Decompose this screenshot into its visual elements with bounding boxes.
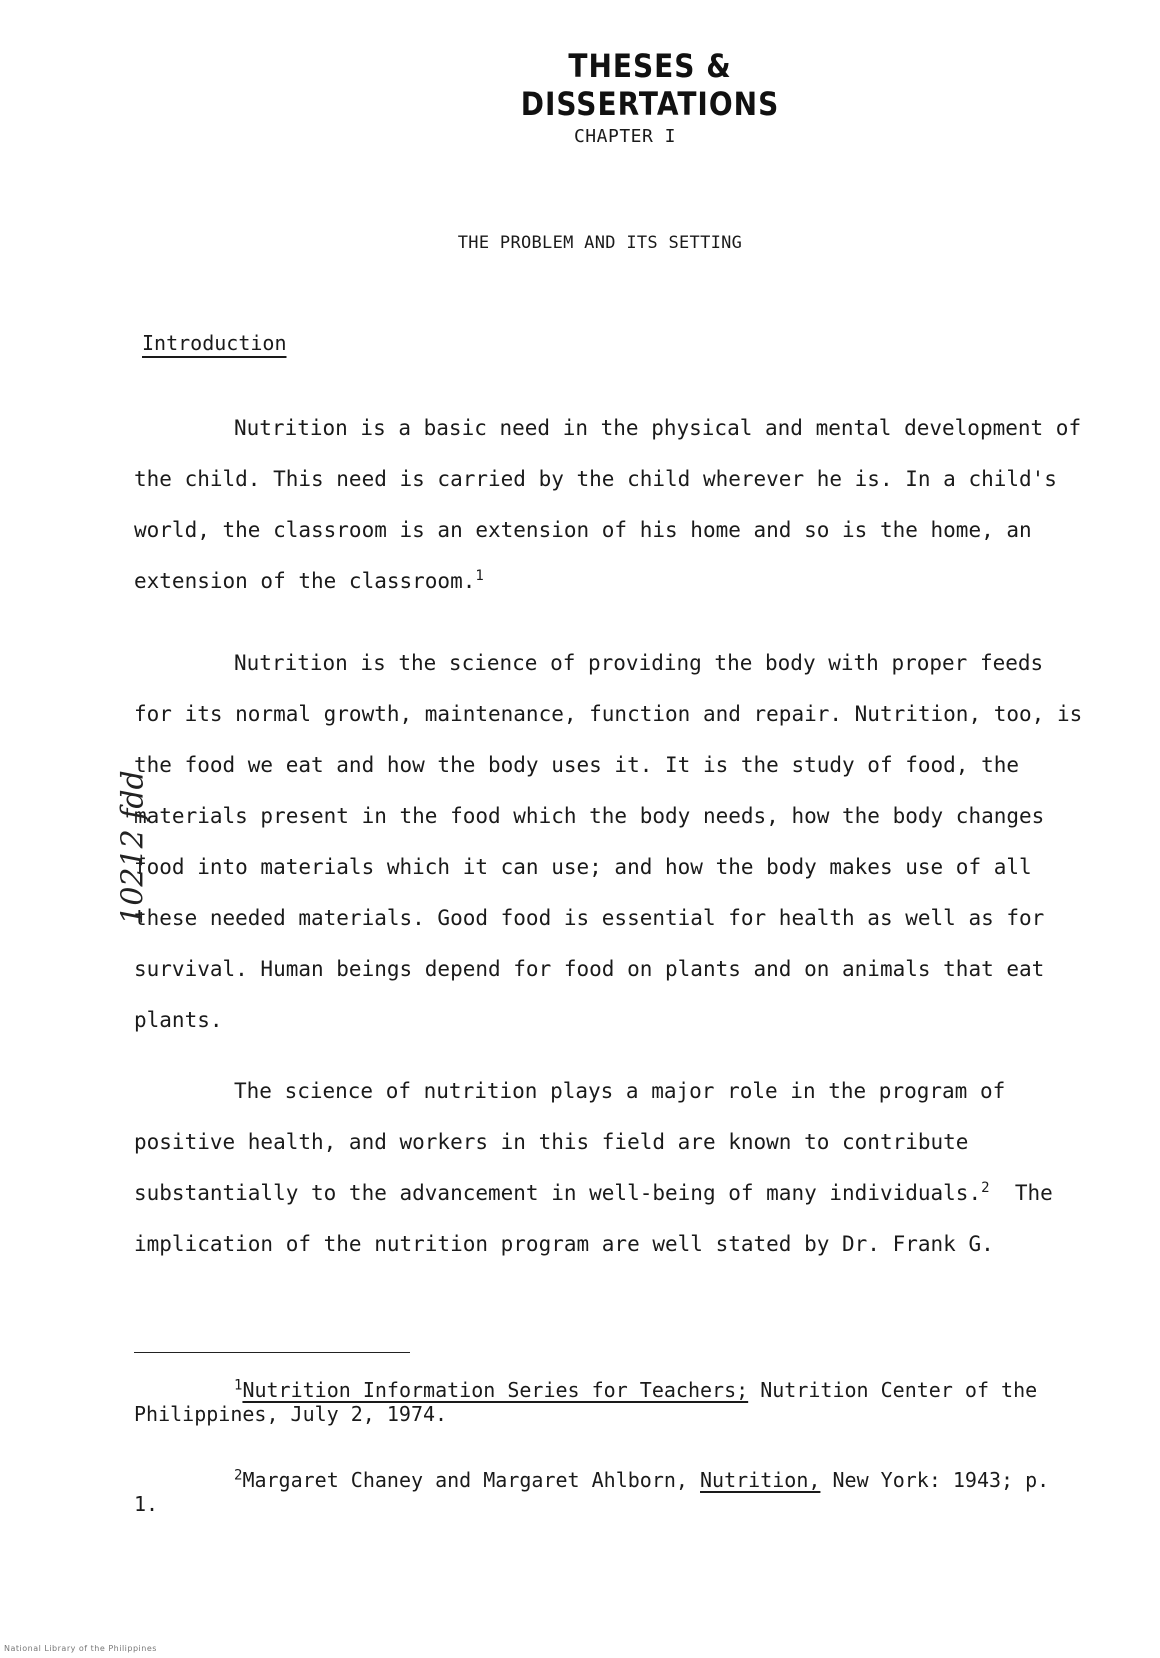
chapter-heading: CHAPTER I — [573, 126, 677, 147]
paragraph-3 — [134, 1066, 1090, 1270]
footnote-divider — [134, 1352, 410, 1353]
footnote-ref-1: 1 — [475, 568, 484, 584]
footnote-2-title: Nutrition, — [700, 1468, 821, 1492]
footnote-1-rest: Nutrition Center of the Philippines, July 2, 1974. — [134, 1378, 1038, 1426]
footnote-2 — [134, 1468, 1064, 1516]
paragraph-2 — [134, 638, 1090, 1046]
paragraph-2-text: Nutrition is the science of providing the body with proper feeds for its normal growth, maintenance, function and repair. Nutrition, too, is the food we eat and how the body uses it. It is the study of food, the materials present in the food which the body needs, how the body changes food into materials which it can use; and how the body makes use of all these needed materials. Good food is essential for health as well as for survival. Human beings depend for food on plants and on animals that eat plants. — [134, 651, 1083, 1032]
footnote-2-rest: New York: 1943; p. 1. — [134, 1468, 1050, 1516]
scan-footer-strip: National Library of the Philippines — [4, 1644, 157, 1653]
footnote-ref-2: 2 — [981, 1180, 990, 1196]
footnote-2-authors: Margaret Chaney and Margaret Ahlborn, — [242, 1468, 688, 1492]
paragraph-3-text-a: The science of nutrition plays a major role in the program of positive health, and workers in this field are known to contribute substantially to the advancement in well-being of many individuals. — [134, 1079, 1006, 1205]
introduction-heading: Introduction — [142, 331, 287, 355]
footnote-1-mark: 1 — [234, 1377, 243, 1394]
paragraph-1 — [134, 403, 1090, 607]
paragraph-3-text-b: The implication of the nutrition program are well stated by Dr. Frank G. — [134, 1181, 1053, 1256]
footnote-1 — [134, 1378, 1064, 1426]
section-title: THE PROBLEM AND ITS SETTING — [457, 233, 743, 253]
margin-note-text: 10212 fdd — [115, 770, 151, 925]
footnote-2-mark: 2 — [234, 1467, 243, 1484]
theses-dissertations-stamp: THESES & DISSERTATIONS — [520, 47, 780, 123]
footnote-1-title: Nutrition Information Series for Teachers; — [242, 1378, 749, 1402]
handwritten-margin-note — [56, 770, 210, 925]
paragraph-1-text: Nutrition is a basic need in the physical and mental development of the child. This need is carried by the child wherever he is. In a child's world, the classroom is an extension of his home and so is the home, an extension of the classroom. — [134, 416, 1082, 593]
